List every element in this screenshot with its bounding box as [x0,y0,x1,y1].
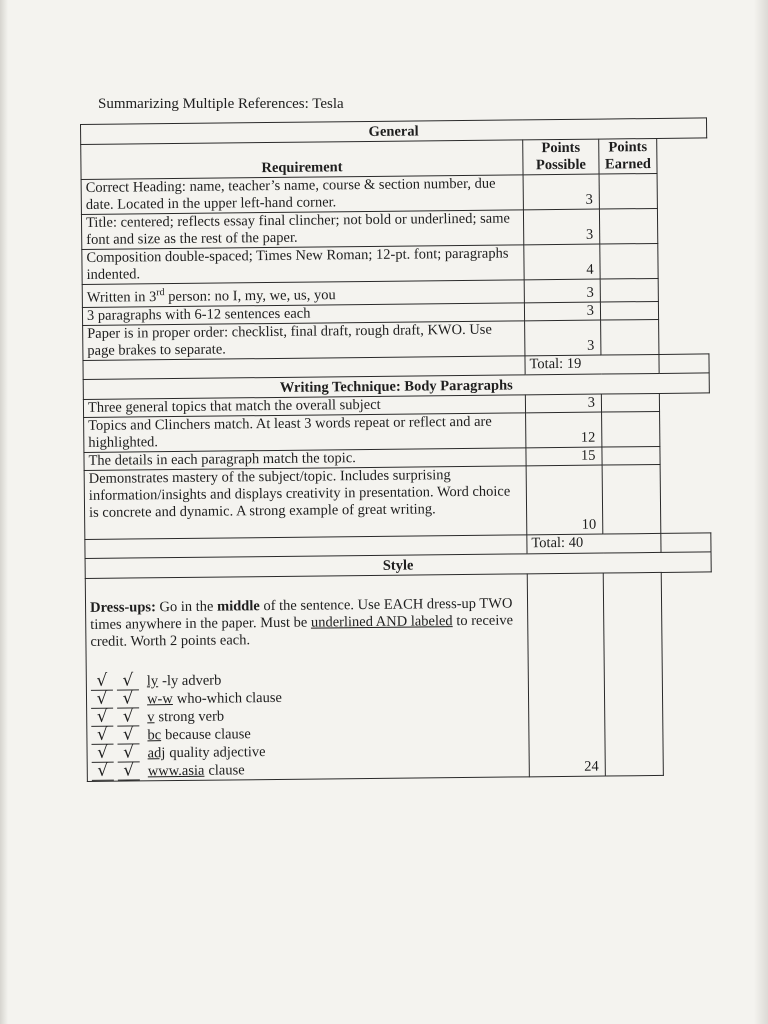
blank-margin [658,301,708,320]
points-earned [602,411,660,447]
blank-margin [657,173,707,209]
points-possible: 3 [523,174,599,210]
points-possible: 10 [526,465,603,535]
blank-margin [660,446,710,465]
dress-up-abbr: www.asia [147,762,205,780]
points-earned [600,243,658,279]
style-dress-ups [85,574,529,782]
check-mark-icon: √ [91,727,113,745]
blank-margin [660,464,711,534]
check-mark-icon: √ [117,726,139,744]
points-earned [601,319,659,355]
check-mark-icon: √ [91,709,113,727]
dress-up-label: -ly adverb [162,672,222,689]
dress-up-label: who-which clause [176,689,282,707]
points-possible: 3 [525,394,601,413]
points-possible: 3 [524,279,600,303]
check-mark-icon: √ [92,763,114,781]
requirement-order: Paper is in proper order: checklist, final draft, rough draft, KWO. Use page brakes to separate. [83,321,525,361]
blank-margin [659,319,709,355]
style-lead: Dress-ups: [89,599,156,616]
points-earned [603,572,663,776]
check-mark-icon: √ [91,691,113,709]
header-points-earned [599,138,657,174]
points-possible: 12 [526,412,602,448]
rubric-table [80,117,714,781]
points-earned [599,208,657,244]
writing-total: Total: 40 [527,533,661,553]
style-text: Go in the [155,598,218,616]
header-requirement: Requirement [81,140,523,180]
dress-up-abbr: w-w [146,690,173,708]
blank-margin [660,411,710,447]
requirement-details: The details in each paragraph match the topic. [84,448,526,471]
blank-margin [657,208,707,244]
check-mark-icon: √ [117,672,139,690]
page-edge [0,0,8,1024]
points-earned [600,301,658,320]
blank-margin [661,572,713,776]
dress-up-abbr: adj [147,744,166,762]
blank-margin [659,393,709,412]
style-text: to receive credit. Worth 2 points each. [90,612,514,650]
blank-margin [658,243,708,279]
blank-margin [658,278,708,301]
style-instructions [90,595,524,651]
points-possible: 4 [524,244,600,280]
points-earned [602,464,661,534]
dress-up-abbr: v [147,709,155,726]
header-points-earned-line1: Points [608,139,648,156]
general-total-earned [659,354,709,374]
dress-up-label: because clause [165,726,251,743]
check-mark-icon: √ [91,673,113,691]
points-earned [601,393,659,412]
dress-up-label: strong verb [158,708,225,726]
header-points-possible [523,139,599,175]
req-text-sup: rd [156,287,165,299]
dress-up-abbr: ly [146,673,159,690]
check-mark-icon: √ [118,762,140,780]
dress-up-list [91,668,525,781]
requirement-paragraphs: 3 paragraphs with 6-12 sentences each [82,303,524,326]
points-earned [599,173,657,209]
check-mark-icon: √ [117,708,139,726]
req-text-part: Written in 3 [86,289,157,306]
points-possible: 3 [525,320,601,356]
points-possible: 15 [526,447,602,466]
dress-up-abbr: bc [147,727,162,744]
requirement-mastery: Demonstrates mastery of the subject/topic. Includes surprising information/insights and displays creativity in presentation. Word choice is concrete and dynamic. A strong example of great writing. [84,466,527,540]
section-general: General [81,118,707,145]
requirement-heading: Correct Heading: name, teacher’s name, course & section number, due date. Located in the upper left-hand corner. [81,175,523,215]
header-points-earned-line2: Earned [604,156,651,173]
header-points-possible-line2: Possible [535,156,587,174]
document-title: Summarizing Multiple References: Tesla [98,96,344,112]
points-earned [600,278,658,301]
rubric-sheet [80,117,713,781]
req-text-part: person: no I, my, we, us, you [164,287,336,305]
check-mark-icon: √ [117,744,139,762]
blank-margin [657,138,707,174]
check-mark-icon: √ [92,745,114,763]
general-total: Total: 19 [525,354,659,374]
page-edge [754,0,768,1024]
points-earned [602,446,660,465]
check-mark-icon: √ [117,690,139,708]
points-possible: 3 [523,209,599,245]
style-text: of the sentence. Use EACH dress-up TWO times anywhere in the paper. Must be [90,595,513,633]
points-possible: 24 [527,573,605,777]
style-middle: middle [216,597,260,615]
requirement-composition: Composition double-spaced; Times New Roman; 12-pt. font; paragraphs indented. [82,245,524,285]
style-underlined: underlined AND labeled [310,612,453,631]
requirement-topics: Three general topics that match the overall subject [83,395,525,418]
dress-up-label: clause [208,762,245,779]
header-points-possible-line1: Points [541,139,581,157]
section-style: Style [85,552,711,579]
section-writing-technique: Writing Technique: Body Paragraphs [83,373,709,400]
requirement-clinchers: Topics and Clinchers match. At least 3 words repeat or reflect and are highlighted. [84,413,526,453]
requirement-title: Title: centered; reflects essay final clincher; not bold or underlined; same font and size as the rest of the paper. [81,210,523,250]
writing-total-earned [661,533,711,553]
dress-up-label: quality adjective [169,743,266,761]
points-possible: 3 [524,302,600,321]
